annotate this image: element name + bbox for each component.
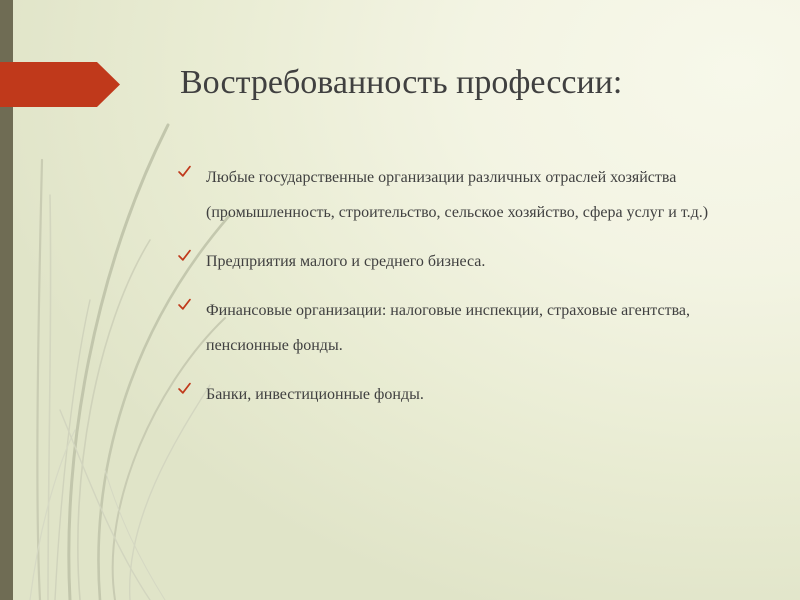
checkmark-icon [178, 249, 191, 262]
bullet-text: Любые государственные организации различных отраслей хозяйства (промышленность, строительство, сельское хозяйство, сфера услуг и т.д.) [206, 169, 709, 221]
grass-line [30, 430, 75, 600]
checkmark-icon [178, 382, 191, 395]
bullet-text: Финансовые организации: налоговые инспекции, страховые агентства, пенсионные фонды. [206, 302, 691, 354]
checkmark-icon [178, 165, 191, 178]
grass-line [37, 160, 42, 600]
bullet-text: Банки, инвестиционные фонды. [206, 386, 424, 403]
bullet-list [178, 160, 738, 426]
grass-line [60, 410, 150, 600]
slide-title: Востребованность профессии: [180, 64, 623, 101]
bullet-text: Предприятия малого и среднего бизнеса. [206, 253, 486, 270]
grass-line [78, 240, 150, 600]
bullet-item [178, 377, 738, 412]
grass-line [48, 195, 51, 600]
grass-line [55, 300, 90, 600]
bullet-item [178, 293, 738, 363]
title-arrow-shape [0, 62, 120, 107]
bullet-item [178, 160, 738, 230]
bullet-item [178, 244, 738, 279]
grass-line [105, 470, 165, 600]
checkmark-icon [178, 298, 191, 311]
grass-line [69, 125, 168, 600]
